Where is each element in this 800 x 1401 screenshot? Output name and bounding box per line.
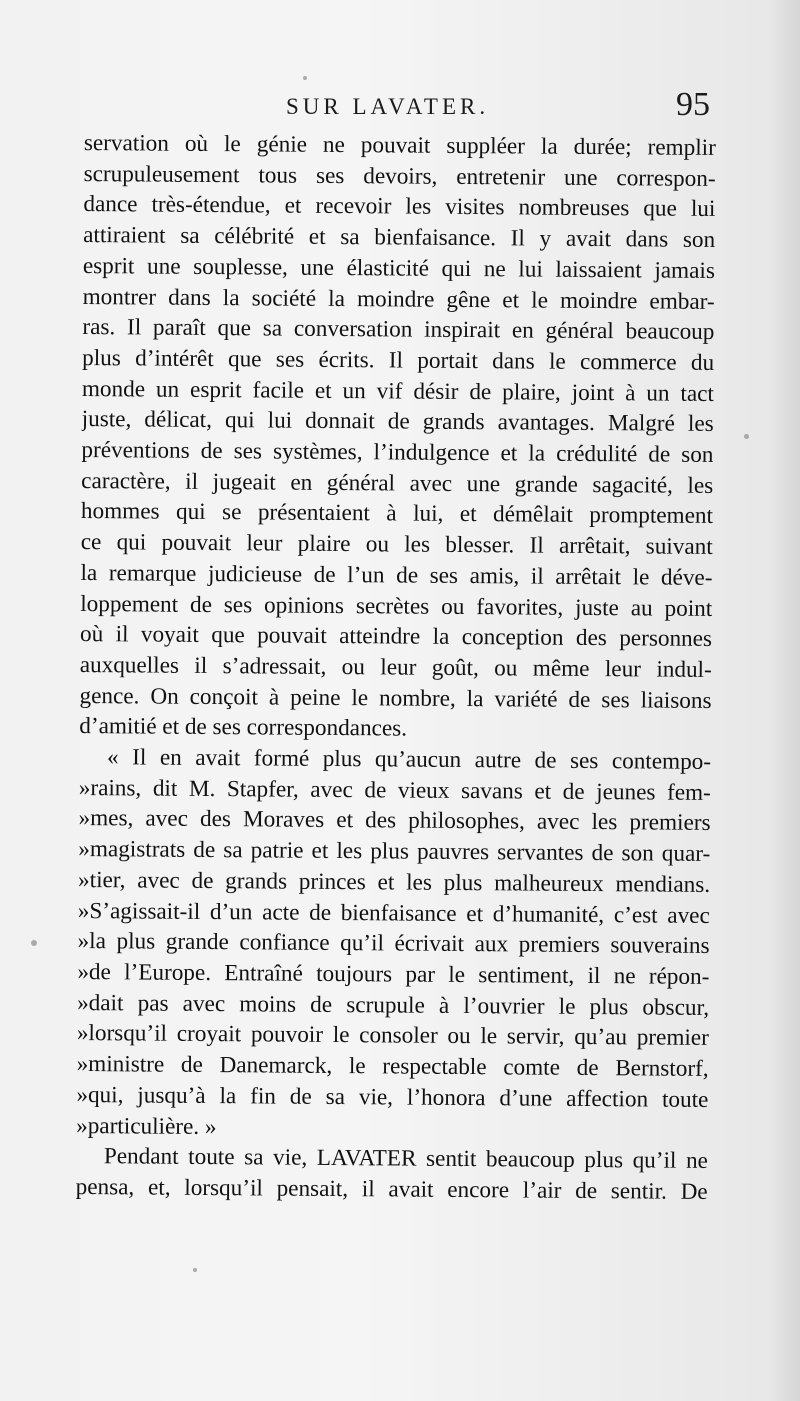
quote-line: »particulière. » xyxy=(76,1112,217,1140)
text-line: Pendant toute sa vie, LAVATER sentit beaucoup plus qu’il ne xyxy=(103,1143,709,1175)
quote-line: »mes, avec des Moraves et des philosophes, avec les premiers xyxy=(78,805,711,837)
text-line: caractère, il jugeait en général avec une grande sagacité, les xyxy=(81,467,714,499)
text-line: d’amitié et de ses correspondances. xyxy=(79,713,408,742)
running-head: SUR LAVATER. xyxy=(286,94,490,119)
page-edge-shadow xyxy=(768,0,800,1401)
quote-line: »rains, dit M. Stapfer, avec de vieux savans et de jeunes fem- xyxy=(78,774,711,806)
quote-line: »la plus grande confiance qu’il écrivait aux premiers souverains xyxy=(77,928,710,960)
text-line: montrer dans la société la moindre gêne et le moindre embar- xyxy=(82,283,715,315)
quote-line: »lorsqu’il croyait pouvoir le consoler ou le servir, qu’au premier xyxy=(76,1020,709,1052)
text-line: scrupuleusement tous ses devoirs, entretenir une correspon- xyxy=(83,160,716,192)
text-line: ce qui pouvait leur plaire ou les blesser. Il arrêtait, suivant xyxy=(80,529,713,561)
quote-line: »magistrats de sa patrie et les plus pauvres servantes de son quar- xyxy=(78,836,711,868)
page-number: 95 xyxy=(676,86,710,123)
text-line: où il voyait que pouvait atteindre la conception des personnes xyxy=(79,621,713,653)
text-line: pensa, et, lorsqu’il pensait, il avait encore l’air de sentir. De xyxy=(75,1173,708,1205)
quote-line: »S’agissait-il d’un acte de bienfaisance et d’humanité, c’est avec xyxy=(77,897,710,929)
quote-line: »ministre de Danemarck, le respectable comte de Bernstorf, xyxy=(76,1051,709,1083)
text-line: monde un esprit facile et un vif désir de plaire, joint à un tact xyxy=(81,375,715,407)
text-line: plus d’intérêt que ses écrits. Il portait dans le commerce du xyxy=(82,344,715,376)
text-line: préventions de ses systèmes, l’indulgence et la crédulité de son xyxy=(81,437,714,468)
quote-line: « Il en avait formé plus qu’aucun autre de ses contempo- xyxy=(106,744,712,776)
quote-line: »de l’Europe. Entraîné toujours par le sentiment, il ne répon- xyxy=(77,958,710,990)
scan-speck xyxy=(744,434,749,439)
text-line: ras. Il paraît que sa conversation inspirait en général beaucoup xyxy=(82,314,715,346)
quote-line: »tier, avec de grands princes et les plus malheureux mendians. xyxy=(77,866,711,898)
scan-speck xyxy=(303,76,307,80)
scan-speck xyxy=(193,1268,197,1272)
text-line: la remarque judicieuse de l’un de ses amis, il arrêtait le déve- xyxy=(80,559,713,591)
scan-speck xyxy=(31,940,37,946)
text-line: attiraient sa célébrité et sa bienfaisance. Il y avait dans son xyxy=(83,222,716,254)
page-header xyxy=(0,86,800,132)
text-line: esprit une souplesse, une élasticité qui ne lui laissaient jamais xyxy=(82,252,716,284)
text-line: auxquelles il s’adressait, ou leur goût, ou même leur indul- xyxy=(79,651,712,683)
quote-line: »qui, jusqu’à la fin de sa vie, l’honora d’une affection toute xyxy=(76,1081,709,1113)
text-line: hommes qui se présentaient à lui, et démêlait promptement xyxy=(80,498,714,530)
text-line: dance très-étendue, et recevoir les visites nombreuses que lui xyxy=(83,191,716,223)
text-line: loppement de ses opinions secrètes ou favorites, juste au point xyxy=(80,590,713,622)
quote-line: »dait pas avec moins de scrupule à l’ouvrier le plus obscur, xyxy=(77,989,710,1021)
body-text xyxy=(76,128,716,1208)
text-line: juste, délicat, qui lui donnait de grands avantages. Malgré les xyxy=(81,406,714,438)
text-line: gence. On conçoit à peine le nombre, la variété de ses liaisons xyxy=(79,682,712,714)
text-line: servation où le génie ne pouvait suppléer la durée; remplir xyxy=(83,129,716,161)
